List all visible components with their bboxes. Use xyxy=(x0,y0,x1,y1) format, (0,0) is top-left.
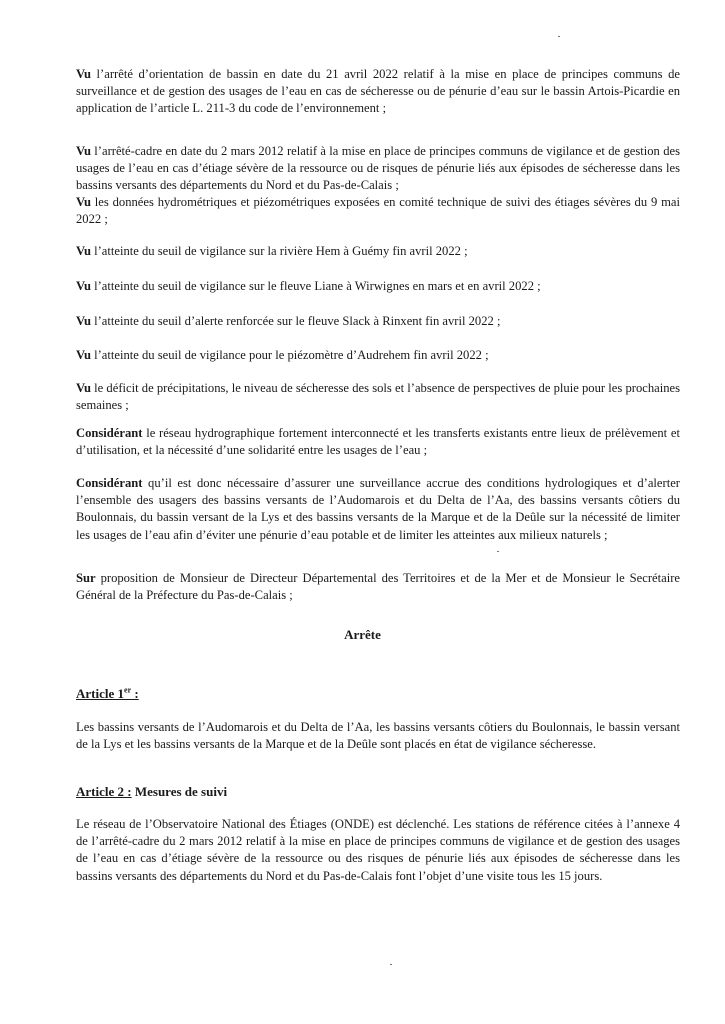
preamble-vu-arrete-orientation xyxy=(76,66,680,118)
scan-speck xyxy=(497,551,499,552)
preamble-text: l’atteinte du seuil d’alerte renforcée sur le fleuve Slack à Rinxent fin avril 2022 ; xyxy=(90,314,501,328)
article-2-heading-label: Article 2 : xyxy=(76,784,132,799)
preamble-keyword: Vu xyxy=(76,144,91,158)
preamble-keyword: Vu xyxy=(76,314,91,328)
preamble-text: l’atteinte du seuil de vigilance pour le piézomètre d’Audrehem fin avril 2022 ; xyxy=(90,348,489,362)
preamble-vu-liane xyxy=(76,278,680,295)
preamble-text: l’arrêté-cadre en date du 2 mars 2012 relatif à la mise en place de principes communs de vigilance et de gestion des usages de l’eau en cas d’étiage sévère de la ressource ou de risques de pénurie liés aux épisodes de sécheresse dans les bassins versants des départements du Nord et du Pas-de-Calais ; xyxy=(76,144,680,193)
preamble-considerant-reseau xyxy=(76,425,680,459)
preamble-text: les données hydrométriques et piézométriques exposées en comité technique de suivi des étiages sévères du 9 mai 2022 ; xyxy=(76,195,680,227)
article-1-heading-suffix: : xyxy=(131,686,139,702)
preamble-text: l’arrêté d’orientation de bassin en date du 21 avril 2022 relatif à la mise en place de principes communs de surveillance et de gestion des usages de l’eau en cas de sécheresse ou de pénurie d’eau sur le bassin Artois-Picardie en application de l’article L. 211-3 du code de l’environnement ; xyxy=(76,67,680,116)
preamble-keyword: Vu xyxy=(76,279,91,293)
preamble-keyword: Vu xyxy=(76,348,91,362)
article-1-heading xyxy=(76,686,139,702)
preamble-vu-hem xyxy=(76,243,680,260)
preamble-text: le déficit de précipitations, le niveau de sécheresse des sols et l’absence de perspectives de pluie pour les prochaines semaines ; xyxy=(76,381,680,413)
preamble-vu-donnees xyxy=(76,194,680,228)
preamble-text: l’atteinte du seuil de vigilance sur le fleuve Liane à Wirwignes en mars et en avril 2022 ; xyxy=(90,279,541,293)
preamble-keyword: Vu xyxy=(76,244,91,258)
article-1-heading-prefix: Article 1 xyxy=(76,686,125,702)
preamble-text: proposition de Monsieur de Directeur Départemental des Territoires et de la Mer et de Monsieur le Secrétaire Général de la Préfecture du Pas-de-Calais ; xyxy=(76,571,680,603)
preamble-keyword: Considérant xyxy=(76,476,143,490)
article-2-subtitle: Mesures de suivi xyxy=(131,784,228,799)
article-1-heading-sup: er xyxy=(124,686,132,695)
preamble-keyword: Considérant xyxy=(76,426,143,440)
scan-speck xyxy=(390,964,392,965)
preamble-text: le réseau hydrographique fortement interconnecté et les transferts existants entre lieux de prélèvement et d’utilisation, et la nécessité d’une solidarité entre les usages de l’eau ; xyxy=(76,426,680,458)
preamble-considerant-surveillance xyxy=(76,475,680,544)
preamble-keyword: Vu xyxy=(76,67,91,81)
scan-speck xyxy=(558,36,560,37)
preamble-keyword: Vu xyxy=(76,195,91,209)
preamble-vu-audrehem xyxy=(76,347,680,364)
article-2-body: Le réseau de l’Observatoire National des Étiages (ONDE) est déclenché. Les stations de référence citées à l’annexe 4 de l’arrêté-cadre du 2 mars 2012 relatif à la mise en place de principes communs de vigilance et de gestion des usages de l’eau en cas d’étiage sévère de la ressource ou des risques de pénurie liés aux épisodes de sécheresse dans les bassins versants des départements du Nord et du Pas-de-Calais font l’objet d’une visite tous les 15 jours. xyxy=(76,817,680,883)
preamble-vu-slack xyxy=(76,313,680,330)
article-1-body: Les bassins versants de l’Audomarois et du Delta de l’Aa, les bassins versants côtiers du Boulonnais, le bassin versant de la Lys et les bassins versants de la Marque et de la Deûle sont placés en état de vigilance sécheresse. xyxy=(76,720,680,752)
preamble-vu-arrete-cadre xyxy=(76,143,680,195)
preamble-text: qu’il est donc nécessaire d’assurer une surveillance accrue des conditions hydrologiques et d’alerter l’ensemble des usagers des bassins versants de l’Audomarois et du Delta de l’Aa, des bassins versants côtiers du Boulonnais, du bassin versant de la Lys et des bassins versants de la Marque et de la Deûle sur la nécessité de limiter les usages de l’eau afin d’éviter une pénurie d’eau potable et de limiter les atteintes aux milieux naturels ; xyxy=(76,476,680,542)
preamble-keyword: Sur xyxy=(76,571,96,585)
article-1-heading-label xyxy=(76,686,139,701)
preamble-sur-proposition xyxy=(76,570,680,604)
preamble-text: l’atteinte du seuil de vigilance sur la rivière Hem à Guémy fin avril 2022 ; xyxy=(90,244,468,258)
preamble-vu-deficit xyxy=(76,380,680,414)
decree-title: Arrête xyxy=(344,627,381,642)
preamble-keyword: Vu xyxy=(76,381,91,395)
article-2-heading xyxy=(76,784,227,800)
